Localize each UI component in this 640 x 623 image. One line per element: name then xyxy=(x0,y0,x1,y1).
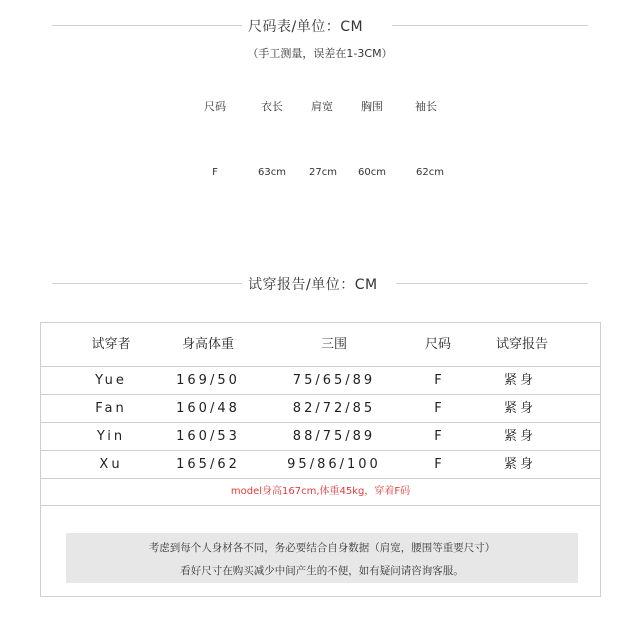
table-row xyxy=(41,423,600,451)
header-height-weight: 身高体重 xyxy=(181,337,235,352)
table-header-row xyxy=(41,323,600,367)
cell-size: F xyxy=(434,401,442,416)
size-header-size: 尺码 xyxy=(204,100,226,113)
size-header-shoulder: 肩宽 xyxy=(311,100,333,113)
cell-height-weight: 169/50 xyxy=(176,373,240,388)
fitting-divider-right xyxy=(396,283,588,284)
cell-tester: Yue xyxy=(95,373,127,388)
cell-report: 紧身 xyxy=(503,401,537,416)
cell-tester: Xu xyxy=(99,457,123,472)
header-measurements: 三围 xyxy=(320,337,348,352)
cell-measurements: 75/65/89 xyxy=(292,373,376,388)
fitting-title: 试穿报告/单位：CM xyxy=(248,277,378,293)
size-value-sleeve: 62cm xyxy=(416,167,444,178)
cell-measurements: 95/86/100 xyxy=(287,457,381,472)
table-row xyxy=(41,451,600,479)
size-value-length: 63cm xyxy=(258,167,286,178)
size-value-shoulder: 27cm xyxy=(309,167,337,178)
notice-line-1: 考虑到每个人身材各不同，务必要结合自身数据（肩宽，腰围等重要尺寸） xyxy=(148,542,496,554)
size-header-sleeve: 袖长 xyxy=(415,100,437,113)
cell-tester: Fan xyxy=(95,401,127,416)
header-report: 试穿报告 xyxy=(495,337,549,352)
cell-measurements: 82/72/85 xyxy=(292,401,376,416)
size-value-chest: 60cm xyxy=(358,167,386,178)
notice-line-2: 看好尺寸在购买减少中间产生的不便，如有疑问请咨询客服。 xyxy=(180,565,464,577)
cell-size: F xyxy=(434,429,442,444)
header-tester: 试穿者 xyxy=(91,337,131,352)
table-row xyxy=(41,395,600,423)
cell-size: F xyxy=(434,457,442,472)
cell-height-weight: 160/53 xyxy=(176,429,240,444)
model-note: model身高167cm,体重45kg，穿着F码 xyxy=(41,478,600,506)
table-row xyxy=(41,367,600,395)
notice-box xyxy=(66,533,578,583)
size-chart-divider-right xyxy=(392,25,588,26)
size-value-size: F xyxy=(212,167,218,178)
cell-report: 紧身 xyxy=(503,429,537,444)
size-chart-divider-left xyxy=(52,25,242,26)
cell-height-weight: 160/48 xyxy=(176,401,240,416)
cell-report: 紧身 xyxy=(503,457,537,472)
size-chart-title: 尺码表/单位：CM xyxy=(248,19,364,35)
cell-height-weight: 165/62 xyxy=(176,457,240,472)
size-header-length: 衣长 xyxy=(261,100,283,113)
cell-report: 紧身 xyxy=(503,373,537,388)
fitting-divider-left xyxy=(52,283,242,284)
cell-size: F xyxy=(434,373,442,388)
cell-measurements: 88/75/89 xyxy=(292,429,376,444)
header-size: 尺码 xyxy=(424,337,452,352)
cell-tester: Yin xyxy=(96,429,126,444)
size-header-chest: 胸围 xyxy=(361,100,383,113)
size-chart-subtitle: （手工测量，误差在1-3CM） xyxy=(247,47,393,60)
fitting-report-table xyxy=(40,322,601,597)
